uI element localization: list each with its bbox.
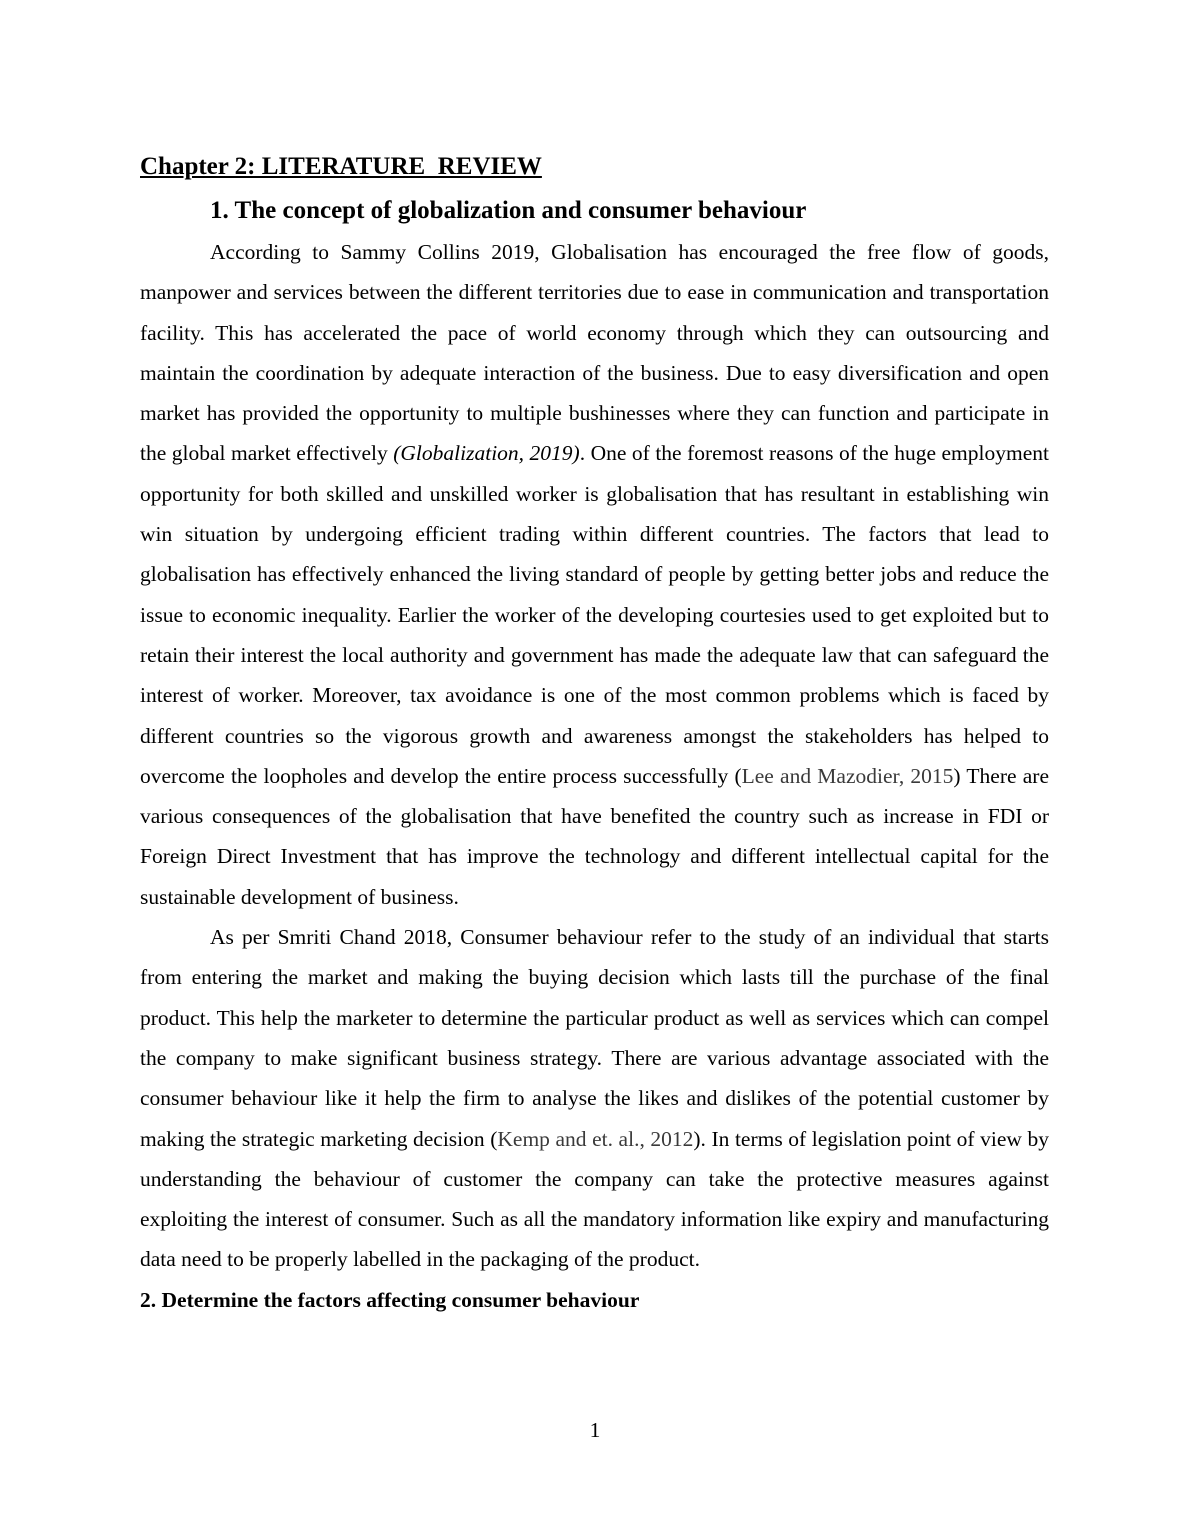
section-heading-factors: 2. Determine the factors affecting consumer behaviour	[140, 1287, 640, 1312]
paragraph-globalization	[140, 232, 1049, 917]
citation-lee-mazodier: Lee and Mazodier, 2015	[741, 763, 954, 788]
paragraph-consumer-behaviour	[140, 917, 1049, 1280]
paragraph-text: According to Sammy Collins 2019, Globalisation has encouraged the free flow of goods, manpower and services between the different territories due to ease in communication and transportation facility. This has accelerated the pace of world economy through which they can outsourcing and maintain the coordination by adequate interaction of the business. Due to easy diversification and open market has provided the opportunity to multiple bushinesses where they can function and participate in the global market effectively	[140, 240, 1049, 466]
paragraph-text: . One of the foremost reasons of the huge employment opportunity for both skilled and unskilled worker is globalisation that has resultant in establishing win win situation by undergoing efficient trading within different countries. The factors that lead to globalisation has effectively enhanced the living standard of people by getting better jobs and reduce the issue to economic inequality. Earlier the worker of the developing courtesies used to get exploited but to retain their interest the local authority and government has made the adequate law that can safeguard the interest of worker. Moreover, tax avoidance is one of the most common problems which is faced by different countries so the vigorous growth and awareness amongst the stakeholders has helped to overcome the loopholes and develop the entire process successfully (	[140, 441, 1049, 788]
chapter-title: Chapter 2: LITERATURE REVIEW	[140, 153, 542, 180]
document-page	[140, 150, 1049, 1320]
citation-globalization-2019: (Globalization, 2019)	[393, 441, 580, 466]
section-heading-globalization: 1. The concept of globalization and consumer behaviour	[210, 197, 807, 224]
page-number: 1	[589, 1418, 601, 1442]
paragraph-text: As per Smriti Chand 2018, Consumer behaviour refer to the study of an individual that starts from entering the market and making the buying decision which lasts till the purchase of the final product. This help the marketer to determine the particular product as well as services which can compel the company to make significant business strategy. There are various advantage associated with the consumer behaviour like it help the firm to analyse the likes and dislikes of the potential customer by making the strategic marketing decision (	[140, 925, 1049, 1151]
paragraph-text: ) There are various consequences of the globalisation that have benefited the country such as increase in FDI or Foreign Direct Investment that has improve the technology and different intellectual capital for the sustainable development of business.	[140, 763, 1049, 909]
paragraph-text: ). In terms of legislation point of view by understanding the behaviour of customer the company can take the protective measures against exploiting the interest of consumer. Such as all the mandatory information like expiry and manufacturing data need to be properly labelled in the packaging of the product.	[140, 1126, 1049, 1272]
citation-kemp: Kemp and et. al., 2012	[497, 1126, 694, 1151]
